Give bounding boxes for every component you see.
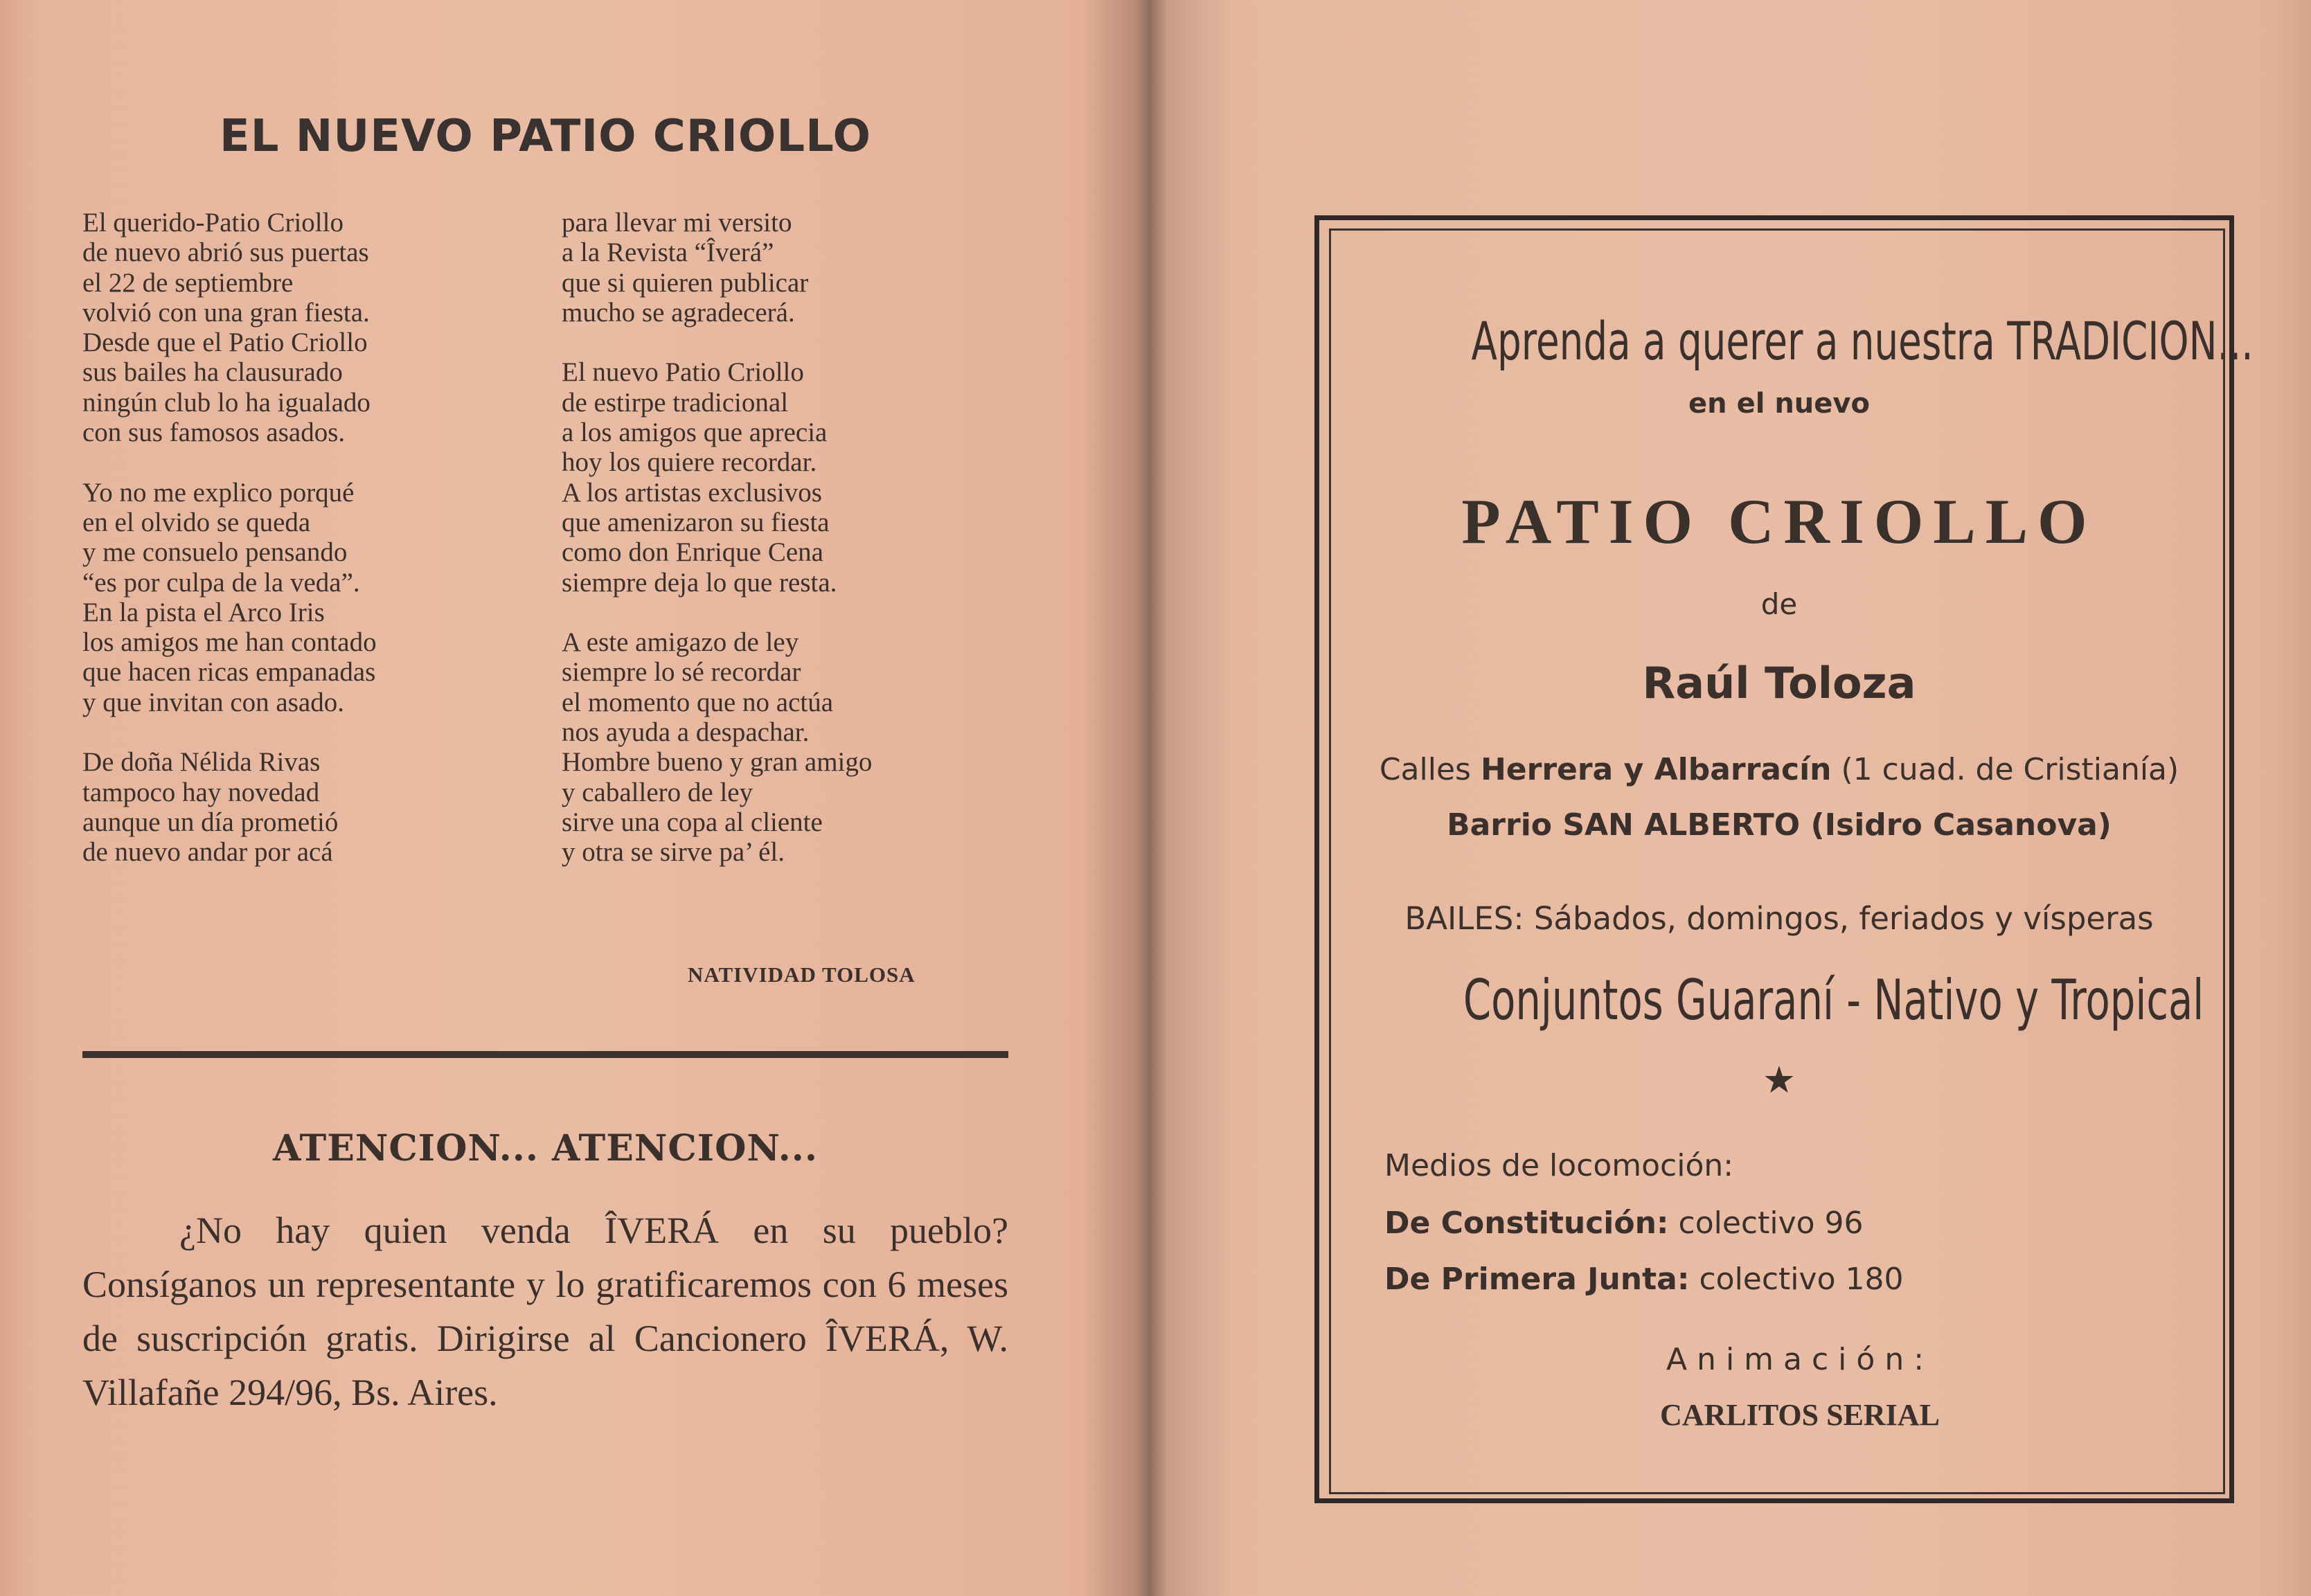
poem-line: sus bailes ha clausurado — [82, 357, 343, 388]
poem-line: que amenizaron su fiesta — [562, 507, 830, 537]
notice-body: ¿No hay quien venda ÎVERÁ en su pueblo? Consíganos un representante y lo gratificaremos con 6 meses de suscripción gratis. Dirigirse al Cancionero ÎVERÁ, W. Villafañe 294/96, Bs. Aires. — [82, 1210, 1008, 1413]
poem-line: de nuevo abrió sus puertas — [82, 237, 369, 268]
poem-line: con sus famosos asados. — [82, 418, 346, 448]
ad-subtitle: en el nuevo — [1688, 388, 1870, 420]
ad-transport-from: De Constitución: — [1384, 1205, 1669, 1241]
poem-line: de estirpe tradicional — [562, 387, 789, 418]
poem-stanza — [82, 478, 377, 717]
ad-transport-from: De Primera Junta: — [1384, 1262, 1690, 1297]
poem-line: nos ayuda a despachar. — [562, 717, 810, 748]
poem-line: de nuevo andar por acá — [82, 837, 333, 868]
ad-de: de — [1760, 587, 1798, 621]
poem-line: siempre lo sé recordar — [562, 657, 801, 688]
poem-line: “es por culpa de la veda”. — [82, 567, 360, 598]
poem-line: para llevar mi versito — [562, 208, 792, 237]
ad-transport-heading: Medios de locomoción: — [1384, 1148, 1734, 1183]
poem-line: hoy los quiere recordar. — [562, 447, 817, 478]
poem-line: En la pista el Arco Iris — [82, 597, 325, 627]
poem-line: y me consuelo pensando — [82, 537, 348, 568]
advertisement-box — [1314, 215, 2254, 1503]
ad-address-streets: Herrera y Albarracín — [1480, 752, 1832, 787]
poem-line: los amigos me han contado — [82, 627, 377, 658]
poem-line: A los artistas exclusivos — [562, 477, 822, 508]
right-page — [1150, 0, 2311, 1596]
ad-address — [1319, 752, 2239, 787]
poem-column-1 — [82, 208, 377, 897]
poem-line: aunque un día prometió — [82, 807, 339, 837]
poem-line: El nuevo Patio Criollo — [562, 357, 804, 388]
poem-line: De doña Nélida Rivas — [82, 747, 321, 778]
notice-heading: ATENCION... ATENCION... — [273, 1127, 818, 1169]
ad-tagline: Aprenda a querer a nuestra TRADICION... — [1471, 310, 2254, 372]
ad-neighborhood: Barrio SAN ALBERTO (Isidro Casanova) — [1447, 807, 2112, 843]
ad-venue-name: PATIO CRIOLLO — [1461, 486, 2097, 557]
poem-stanza — [82, 747, 377, 867]
poem-line: siempre deja lo que resta. — [562, 567, 837, 598]
poem-column-2 — [562, 208, 872, 897]
star-icon: ★ — [1762, 1058, 1796, 1102]
poem-stanza — [82, 208, 377, 447]
poem-line: y que invitan con asado. — [82, 687, 344, 717]
poem-line: como don Enrique Cena — [562, 537, 823, 568]
section-divider — [82, 1051, 1008, 1058]
poem-line: mucho se agradecerá. — [562, 297, 795, 328]
left-page — [0, 0, 1150, 1596]
poem-line: Hombre bueno y gran amigo — [562, 747, 873, 778]
poem-line: el 22 de septiembre — [82, 267, 294, 298]
poem-line: ningún club lo ha igualado — [82, 387, 371, 418]
poem-line: Yo no me explico porqué — [82, 477, 355, 508]
ad-animator: CARLITOS SERIAL — [1660, 1398, 1940, 1432]
poem-line: a los amigos que aprecia — [562, 418, 828, 448]
poem-line: el momento que no actúa — [562, 687, 834, 717]
poem-line: sirve una copa al cliente — [562, 807, 823, 837]
ad-bands-row — [1319, 968, 2239, 1032]
poem-stanza — [562, 627, 872, 867]
poem-line: que si quieren publicar — [562, 267, 809, 298]
ad-dances: BAILES: Sábados, domingos, feriados y vísperas — [1404, 900, 2154, 937]
ad-tagline-row — [1319, 310, 2254, 372]
poem-stanza — [562, 357, 872, 597]
ad-transport-line: colectivo 96 — [1678, 1205, 1864, 1241]
poem-line: A este amigazo de ley — [562, 627, 799, 658]
ad-animation-label: Animación: — [1666, 1342, 1934, 1377]
poem-line: y caballero de ley — [562, 777, 753, 807]
ad-owner: Raúl Toloza — [1642, 658, 1916, 708]
poem-line: Desde que el Patio Criollo — [82, 328, 368, 358]
poem-line: volvió con una gran fiesta. — [82, 297, 370, 328]
ad-bands: Conjuntos Guaraní - Nativo y Tropical — [1463, 968, 2204, 1032]
poem-line: a la Revista “Îverá” — [562, 237, 774, 268]
poem-line: El querido-Patio Criollo — [82, 208, 343, 237]
poem-line: y otra se sirve pa’ él. — [562, 837, 785, 868]
poem-title: EL NUEVO PATIO CRIOLLO — [219, 111, 872, 162]
poem-line: tampoco hay novedad — [82, 777, 320, 807]
poem-line: que hacen ricas empanadas — [82, 657, 376, 688]
poem-signature: NATIVIDAD TOLOSA — [688, 962, 916, 987]
ad-address-prefix: Calles — [1379, 752, 1471, 787]
ad-address-note: (1 cuad. de Cristianía) — [1841, 752, 2179, 787]
poem-line: en el olvido se queda — [82, 507, 311, 537]
poem-stanza — [562, 208, 872, 328]
ad-transport-line: colectivo 180 — [1699, 1262, 1904, 1297]
ad-transport-item — [1384, 1205, 1864, 1241]
ad-transport-item — [1384, 1262, 1903, 1297]
